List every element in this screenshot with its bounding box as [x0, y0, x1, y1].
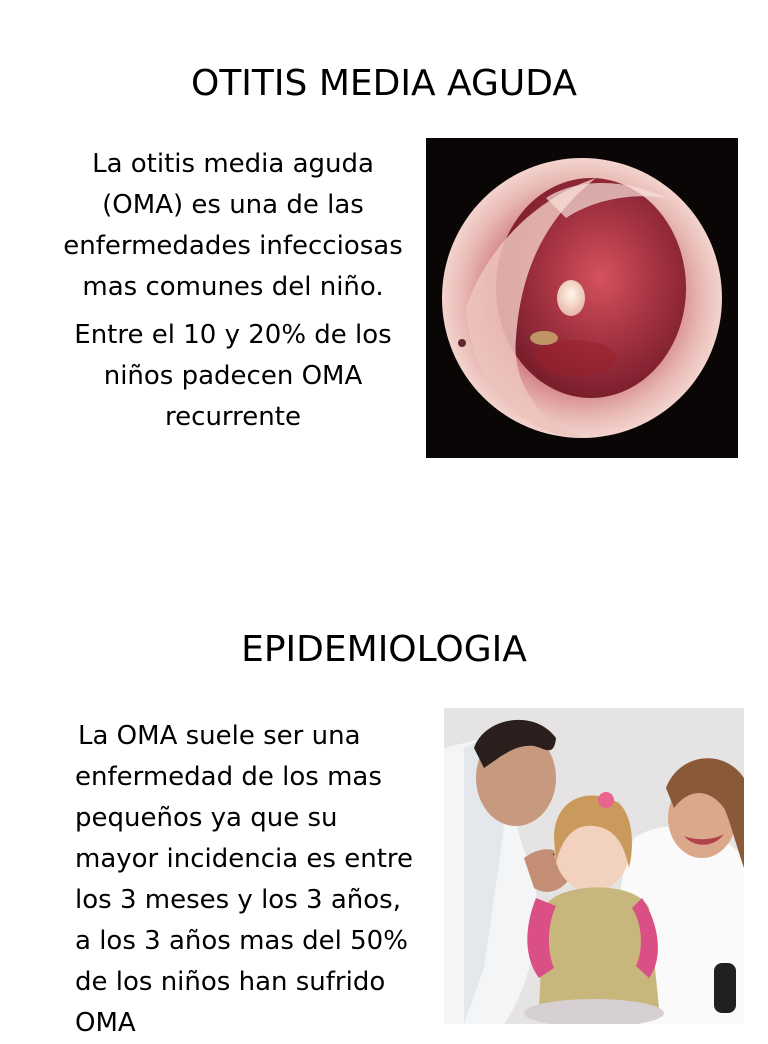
slide2-title: EPIDEMIOLOGIA	[241, 629, 527, 670]
slide2-paragraph: La OMA suele ser una enfermedad de los mas pequeños ya que su mayor incidencia es entre los 3 meses y los 3 años, a los 3 años mas del 50% de los niños han sufrido OMA	[75, 721, 414, 1038]
slide1-title: OTITIS MEDIA AGUDA	[190, 63, 577, 104]
otoscopy-ear-photo	[426, 138, 738, 458]
slide1-paragraph-1: La otitis media aguda (OMA) es una de las enfermedades infecciosas mas comunes del niño.	[63, 149, 403, 302]
ear-exam-photo	[444, 708, 744, 1024]
slide1-paragraph-2: Entre el 10 y 20% de los niños padecen OMA recurrente	[74, 320, 392, 432]
slide1-text-block	[50, 144, 416, 438]
slide2-text-block	[75, 716, 425, 1044]
